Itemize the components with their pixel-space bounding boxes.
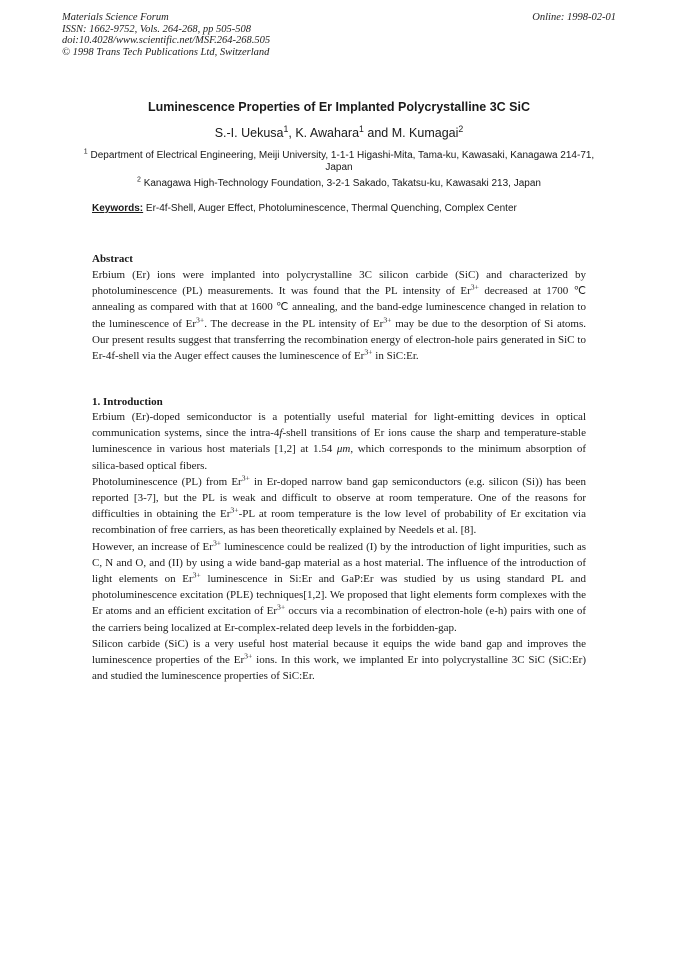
abstract-text: decreased at 1700 ℃ annealing as compared with that at 1600 ℃ annealing, and the band-edge luminescence changed in relation to the luminescence of Er [92, 285, 586, 330]
paragraph-text: , which corresponds to the minimum absorption of silica-based optical fibers. [92, 443, 586, 472]
affiliation-text: Department of Electrical Engineering, Meiji University, 1-1-1 Higashi-Mita, Tama-ku, Kawasaki, Kanagawa 214-71, Japan [90, 150, 595, 173]
paragraph-text: luminescence could be realized (I) by the introduction of light impurities, such as C, N and O, and (II) by using a wide band-gap material as a host material. The influence of the introduction of light elements on Er [92, 540, 586, 586]
affiliation-number: 2 [137, 176, 141, 184]
introduction-heading: 1. Introduction [92, 396, 163, 408]
copyright-line: © 1998 Trans Tech Publications Ltd, Switzerland [62, 46, 270, 58]
italic-text: f [279, 427, 283, 440]
affiliation-1 [80, 150, 598, 174]
paragraph-text: -PL at room temperature is the low level of probability of Er excitation via recombination of free carriers, as has been theoretically explained by Needels et al. [8]. [92, 508, 586, 537]
intro-paragraph-1 [92, 409, 586, 474]
introduction-body [92, 409, 586, 684]
paragraph-text: However, an increase of Er [92, 540, 213, 553]
author-name: K. Awahara [295, 126, 360, 140]
abstract-text: . The decrease in the PL intensity of Er [204, 317, 384, 330]
online-date: Online: 1998-02-01 [532, 12, 616, 23]
affiliation-number: 1 [83, 148, 88, 156]
doi-line[interactable]: doi:10.4028/www.scientific.net/MSF.264-268.505 [62, 35, 271, 46]
journal-header [62, 12, 616, 58]
author-name: M. Kumagai [391, 126, 459, 140]
affiliation-marker: 2 [458, 123, 464, 134]
issn-line: ISSN: 1662-9752, Vols. 264-268, pp 505-508 [62, 23, 251, 35]
superscript: 3+ [470, 282, 479, 292]
superscript: 3+ [241, 473, 250, 483]
intro-paragraph-2 [92, 474, 586, 539]
intro-paragraph-4 [92, 636, 586, 685]
paragraph-text: luminescence in Si:Er and GaP:Er was studied by us using standard PL and photoluminescence excitation (PLE) techniques[1,2]. We proposed that light elements form complexes with the Er atoms and an efficient excitation of Er [92, 573, 586, 618]
superscript: 3+ [192, 570, 201, 580]
paragraph-text: Photoluminescence (PL) from Er [92, 475, 242, 488]
superscript: 3+ [364, 347, 373, 357]
superscript: 3+ [212, 537, 222, 547]
affiliation-marker: 1 [359, 123, 364, 134]
journal-name: Materials Science Forum [62, 12, 169, 23]
affiliation-text: Kanagawa High-Technology Foundation, 3-2-1 Sakado, Takatsu-ku, Kawasaki 213, Japan [143, 178, 541, 189]
paragraph-text: ions. In this work, we implanted Er into polycrystalline 3C SiC (SiC:Er) and studied the luminescence properties of SiC:Er. [92, 654, 586, 683]
paragraph-text: -shell transitions of Er ions cause the sharp and temperature-stable luminescence in various host materials [1,2] at 1.54 [92, 427, 586, 456]
abstract-text: Erbium (Er) ions were implanted into polycrystalline 3C silicon carbide (SiC) and characterized by photoluminescence (PL) measurements. It was found that the PL intensity of Er [92, 269, 586, 298]
superscript: 3+ [277, 602, 286, 612]
keywords-label: Keywords: [92, 203, 144, 214]
abstract-text: may be due to the desorption of Si atoms. Our present results suggest that transferring the recombination energy of electron-hole pairs generated in SiC to Er-4f-shell via the Auger effect causes the luminescence of Er [92, 317, 586, 363]
abstract-body [92, 267, 586, 364]
author-separator: , [288, 126, 296, 140]
paper-title: Luminescence Properties of Er Implanted Polycrystalline 3C SiC [147, 100, 531, 114]
superscript: 3+ [244, 651, 253, 661]
unit-text: μm [336, 443, 351, 456]
paragraph-text: Silicon carbide (SiC) is a very useful host material because it equips the wide band gap and improves the luminescence properties of the Er [92, 637, 586, 667]
affiliation-2 [80, 178, 598, 190]
superscript: 3+ [383, 314, 392, 324]
paragraph-text: occurs via a recombination of electron-hole (e-h) pairs with one of the carriers being localized at Er-complex-related deep levels in the forbidden-gap. [92, 605, 586, 634]
abstract-text: in SiC:Er. [372, 350, 419, 363]
intro-paragraph-3 [92, 539, 586, 636]
author-list [0, 123, 678, 140]
paragraph-text: in Er-doped narrow band gap semiconductors (e.g. silicon (Si)) has been reported [3-7], but the PL is weak and difficult to observe at room temperature. One of the reasons for difficulties in obtaining the Er [92, 475, 586, 521]
affiliation-marker: 1 [283, 123, 289, 134]
abstract-heading: Abstract [92, 253, 133, 265]
keywords-text: Er-4f-Shell, Auger Effect, Photoluminescence, Thermal Quenching, Complex Center [145, 203, 517, 214]
author-name: S.-I. Uekusa [214, 126, 284, 140]
author-separator: and [363, 126, 392, 140]
superscript: 3+ [196, 314, 205, 324]
superscript: 3+ [230, 505, 239, 515]
paragraph-text: Erbium (Er)-doped semiconductor is a potentially useful material for light-emitting devices in optical communication systems, since the intra-4 [92, 411, 586, 440]
keywords [92, 203, 592, 214]
